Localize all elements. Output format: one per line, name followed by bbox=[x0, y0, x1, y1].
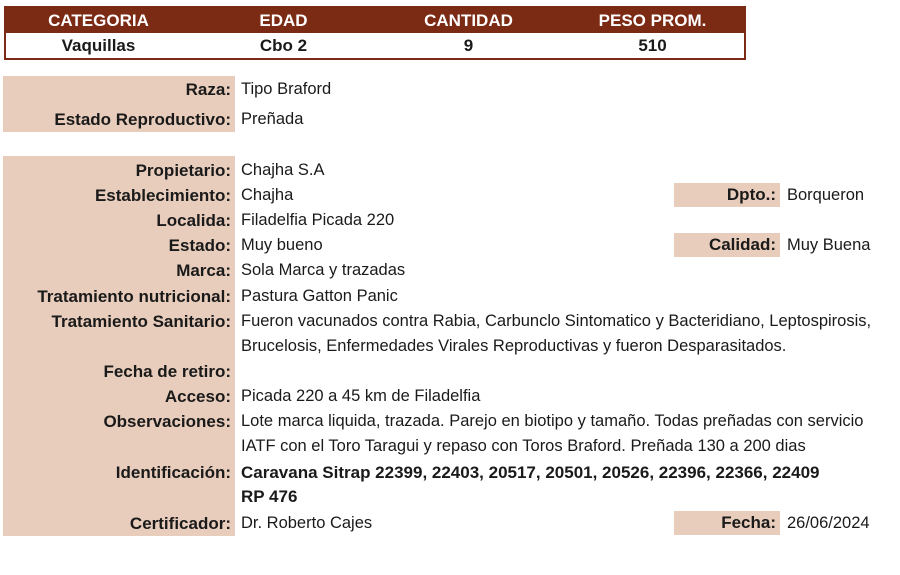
value-categoria: Vaquillas bbox=[61, 35, 136, 55]
value-cantidad: 9 bbox=[463, 35, 474, 55]
acceso-value: Picada 220 a 45 km de Filadelfia bbox=[241, 387, 481, 405]
propietario-label: Propietario: bbox=[135, 161, 231, 180]
dpto-label: Dpto.: bbox=[674, 183, 780, 207]
acceso-label: Acceso: bbox=[164, 387, 231, 406]
establecimiento-label: Establecimiento: bbox=[94, 186, 231, 205]
tratamiento-nutricional-label: Tratamiento nutricional: bbox=[37, 287, 231, 306]
observaciones-line-1: Lote marca liquida, trazada. Parejo en biotipo y tamaño. Todas preñadas con servicio bbox=[241, 412, 864, 430]
propietario-value: Chajha S.A bbox=[241, 161, 325, 179]
fecha-retiro-label: Fecha de retiro: bbox=[103, 362, 231, 381]
establecimiento-value: Chajha bbox=[241, 186, 294, 204]
raza-label: Raza: bbox=[185, 80, 231, 99]
identificacion-line-2: RP 476 bbox=[241, 487, 298, 506]
marca-label: Marca: bbox=[176, 261, 231, 280]
header-categoria: CATEGORIA bbox=[48, 10, 149, 30]
certificador-value: Dr. Roberto Cajes bbox=[241, 514, 373, 532]
identificacion-line-1: Caravana Sitrap 22399, 22403, 20517, 20501, 20526, 22396, 22366, 22409 bbox=[241, 463, 820, 482]
tratamiento-nutricional-value: Pastura Gatton Panic bbox=[241, 287, 398, 305]
estado-value: Muy bueno bbox=[241, 236, 323, 254]
header-peso-prom: PESO PROM. bbox=[598, 10, 707, 30]
tratamiento-sanitario-label: Tratamiento Sanitario: bbox=[51, 312, 231, 331]
calidad-value: Muy Buena bbox=[787, 236, 871, 254]
observaciones-label: Observaciones: bbox=[103, 412, 231, 431]
dpto-value: Borqueron bbox=[787, 186, 865, 204]
certificador-label: Certificador: bbox=[129, 514, 231, 533]
header-cantidad: CANTIDAD bbox=[424, 10, 513, 30]
tratamiento-sanitario-line-2: Brucelosis, Enfermedades Virales Reproductivas y fueron Desparasitados. bbox=[241, 337, 787, 355]
observaciones-line-2: IATF con el Toro Taragui y repaso con Toros Braford. Preñada 130 a 200 dias bbox=[241, 437, 806, 455]
localidad-label: Localida: bbox=[156, 211, 231, 230]
fecha-value: 26/06/2024 bbox=[787, 514, 870, 532]
summary-table bbox=[4, 6, 746, 60]
tratamiento-sanitario-line-1: Fueron vacunados contra Rabia, Carbunclo Sintomatico y Bacteridiano, Leptospirosis, bbox=[241, 312, 872, 330]
estado-label: Estado: bbox=[168, 236, 231, 255]
identificacion-label: Identificación: bbox=[115, 463, 231, 482]
value-peso-prom: 510 bbox=[638, 35, 667, 55]
raza-value: Tipo Braford bbox=[241, 80, 332, 98]
fecha-label: Fecha: bbox=[674, 511, 780, 535]
marca-value: Sola Marca y trazadas bbox=[241, 261, 406, 279]
estado-reproductivo-label: Estado Reproductivo: bbox=[54, 110, 231, 129]
value-edad: Cbo 2 bbox=[259, 35, 308, 55]
estado-reproductivo-value: Preñada bbox=[241, 110, 304, 128]
header-edad: EDAD bbox=[259, 10, 308, 30]
summary-header-row bbox=[6, 8, 744, 33]
calidad-label: Calidad: bbox=[674, 233, 780, 257]
localidad-value: Filadelfia Picada 220 bbox=[241, 211, 395, 229]
summary-value-row bbox=[6, 33, 744, 58]
